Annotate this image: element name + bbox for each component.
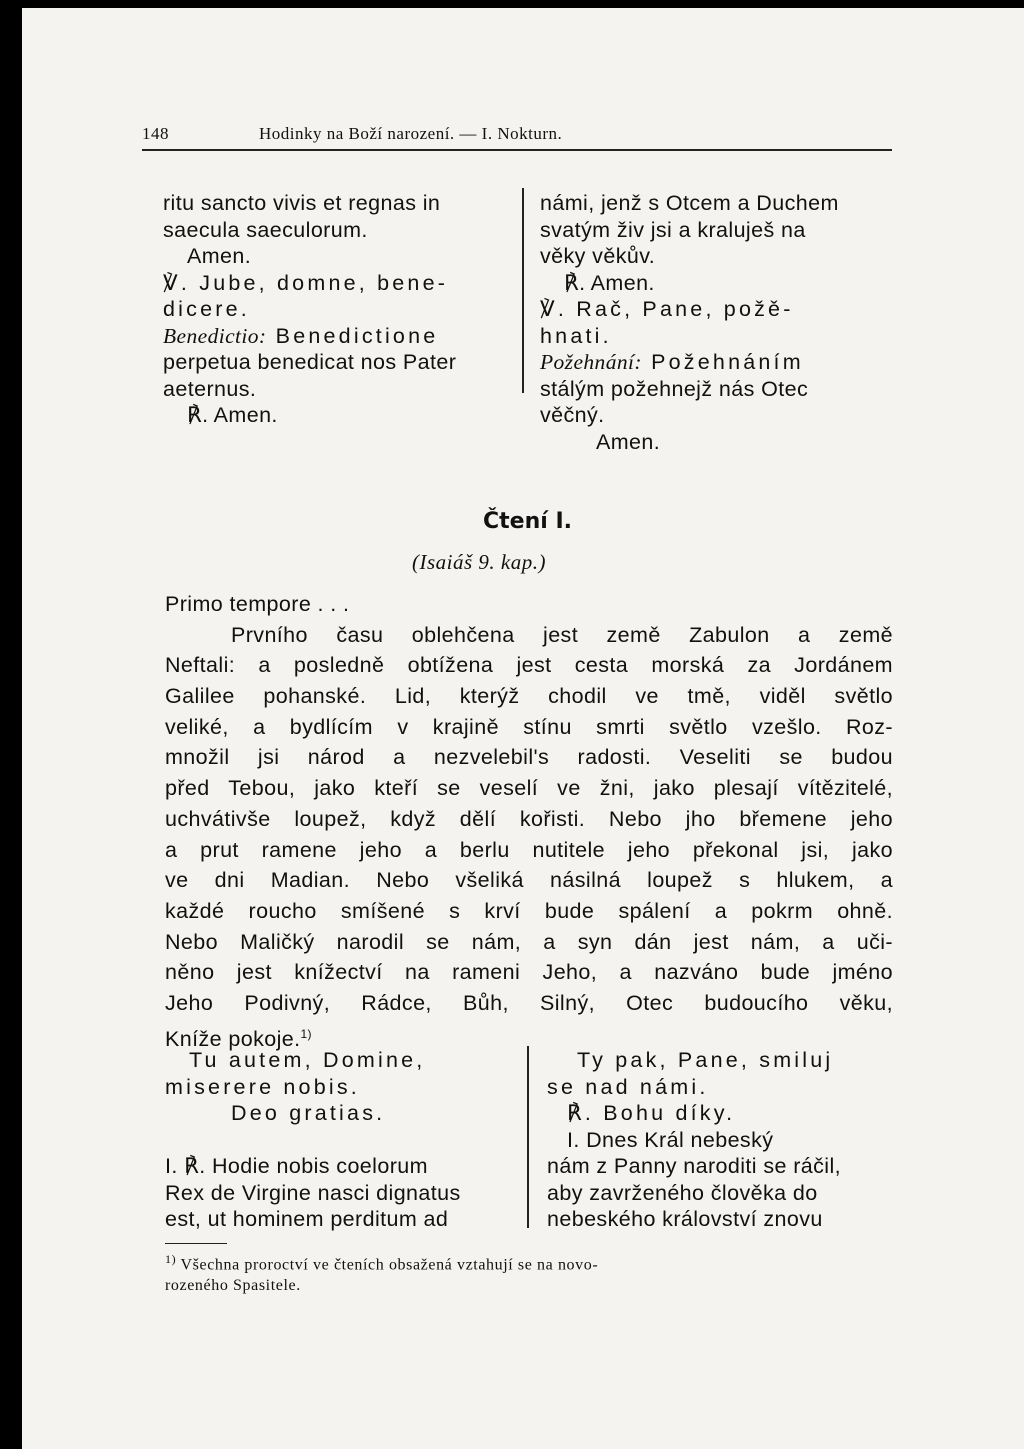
text-line: věčný. xyxy=(540,403,605,427)
text-line: aby zavrženého člověka do xyxy=(547,1180,818,1205)
reading-line xyxy=(165,804,893,835)
reading-source: (Isaiáš 9. kap.) xyxy=(412,550,546,574)
text-line: Ty pak, Pane, smiluj xyxy=(577,1048,834,1072)
reading-line xyxy=(165,835,893,866)
reading-line xyxy=(165,650,893,681)
footnote-mark: 1) xyxy=(165,1252,177,1266)
text-line xyxy=(165,1127,510,1154)
top-left-column xyxy=(163,190,508,429)
text-line: Benedictio: Benedictione xyxy=(163,323,439,348)
text-line: ℟. Bohu díky. xyxy=(567,1101,736,1125)
reading-line-text: před Tebou, jako kteří se veselí ve žni, jako plesají vítězitelé, xyxy=(165,776,893,801)
text-line: I. ℟. Hodie nobis coelorum xyxy=(165,1154,428,1178)
text-line: est, ut hominem perditum ad xyxy=(165,1207,449,1231)
reading-line-text: veliké, a bydlícím v krajině stínu smrti světlo vzešlo. Roz- xyxy=(165,714,893,739)
text-line: ℟. Amen. xyxy=(187,403,278,427)
reading-line-text: Nebo Maličký narodil se nám, a syn dán jest nám, a uči- xyxy=(165,929,893,954)
text-line: dicere. xyxy=(163,297,250,321)
reading-line-text: uchvátivše loupež, když dělí kořisti. Nebo jho břemene jeho xyxy=(165,806,893,831)
reading-line xyxy=(165,742,893,773)
text-line: Deo gratias. xyxy=(231,1101,386,1125)
reading-line-text: něno jest knížectví na rameni Jeho, a nazváno bude jméno xyxy=(165,960,893,985)
top-right-column xyxy=(540,190,892,455)
reading-line-text: množil jsi národ a nezvelebil's radosti. Veseliti se budou xyxy=(165,745,893,770)
reading-line xyxy=(165,773,893,804)
text-line: se nad námi. xyxy=(547,1074,709,1099)
text-line: svatým živ jsi a kraluješ na xyxy=(540,217,806,242)
reading-line-text: Jeho Podivný, Rádce, Bůh, Silný, Otec budoucího věku, xyxy=(165,990,893,1015)
reading-line-text: Prvního času oblehčena jest země Zabulon a země xyxy=(231,622,893,647)
reading-line-text: Kníže pokoje. xyxy=(165,1026,301,1051)
reading-line xyxy=(165,865,893,896)
text-line: miserere nobis. xyxy=(165,1074,360,1099)
text-line: stálým požehnejž nás Otec xyxy=(540,376,809,401)
reading-line-text: ve dni Madian. Nebo všeliká násilná loupež s hlukem, a xyxy=(165,868,893,893)
text-line: hnati. xyxy=(540,323,612,348)
text-line: I. Dnes Král nebeský xyxy=(567,1127,774,1152)
running-header xyxy=(142,124,892,150)
text-line: věky věkův. xyxy=(540,244,656,268)
text-line: nám z Panny naroditi se ráčil, xyxy=(547,1154,842,1178)
section-label: Požehnání: xyxy=(540,350,642,374)
bottom-left-column xyxy=(165,1047,510,1233)
reading-line-text: Galilee pohanské. Lid, kterýž chodil ve tmě, viděl světlo xyxy=(165,684,893,709)
footnote-reference: 1) xyxy=(300,1026,312,1041)
text-line: ℣. Jube, domne, bene- xyxy=(163,270,449,295)
running-title: Hodinky na Boží narození. — I. Nokturn. xyxy=(259,124,563,143)
reading-line-text: a prut ramene jeho a berlu nutitele jeho překonal jsi, jako xyxy=(165,837,893,862)
section-label: Benedictio: xyxy=(163,323,267,348)
top-column-divider xyxy=(522,188,524,393)
text-line: perpetua benedicat nos Pater xyxy=(163,350,457,374)
text-line: nebeského království znovu xyxy=(547,1207,823,1231)
footnote-rule xyxy=(165,1243,227,1244)
bottom-right-column xyxy=(547,1047,893,1233)
reading-body xyxy=(165,589,893,1049)
text-line: saecula saeculorum. xyxy=(163,217,368,242)
reading-line xyxy=(165,712,893,743)
text-line: Tu autem, Domine, xyxy=(189,1048,426,1072)
text-line: Amen. xyxy=(187,244,252,268)
reading-line xyxy=(165,896,893,927)
reading-line-text: Neftali: a posledně obtížena jest cesta morská za Jordánem xyxy=(165,653,893,678)
text-line: ℣. Rač, Pane, požě- xyxy=(540,297,794,321)
page-number: 148 xyxy=(142,124,169,143)
text-line: aeternus. xyxy=(163,376,257,401)
bottom-column-divider xyxy=(527,1046,529,1228)
reading-line xyxy=(165,988,893,1019)
reading-intro: Primo tempore . . . xyxy=(165,592,350,616)
reading-line-text: každé roucho smíšené s krví bude spálení a pokrm ohně. xyxy=(165,898,893,923)
footnote xyxy=(165,1249,893,1296)
reading-heading: Čtení I. xyxy=(483,509,572,534)
reading-line xyxy=(165,681,893,712)
reading-line xyxy=(165,620,893,651)
header-rule xyxy=(142,149,892,151)
text-line: ritu sancto vivis et regnas in xyxy=(163,191,441,215)
reading-line xyxy=(165,927,893,958)
footnote-text-line-1: Všechna proroctví ve čteních obsažená vztahují se na novo- xyxy=(180,1256,599,1274)
footnote-text-line-2: rozeného Spasitele. xyxy=(165,1277,301,1295)
reading-line xyxy=(165,957,893,988)
text-line: Požehnání: Požehnáním xyxy=(540,350,804,374)
reading-line xyxy=(165,1019,893,1050)
text-line: ℟. Amen. xyxy=(564,270,655,295)
text-line: Amen. xyxy=(596,429,661,454)
text-line: námi, jenž s Otcem a Duchem xyxy=(540,191,839,215)
text-line: Rex de Virgine nasci dignatus xyxy=(165,1180,461,1205)
